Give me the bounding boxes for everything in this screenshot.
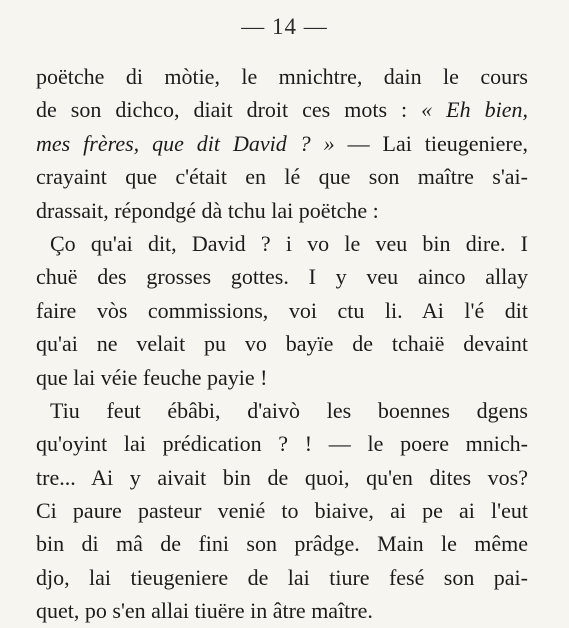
text-run: — Lai tieugeniere, [334, 130, 528, 156]
text-line [36, 294, 528, 327]
text-run: poëtche di mòtie, le mnichtre, dain le cours [36, 64, 528, 89]
text-run: drassait, répondgé dà tchu lai poëtche : [36, 197, 379, 223]
text-run: Ci paure pasteur venié to biaive, ai pe ai l'eut [36, 498, 528, 524]
text-run: faire vòs commissions, voi ctu li. Ai l'é dit [36, 297, 528, 323]
text-line [36, 160, 528, 193]
text-run: qu'ai ne velait pu vo bayïe de tchaië devaint [36, 331, 528, 357]
text-run: djo, lai tieugeniere de lai tiure fesé son pai- [36, 564, 528, 590]
text-run: bin di mâ de fini son prâdge. Main le même [36, 531, 528, 557]
text-line [36, 594, 528, 627]
text-line [36, 260, 528, 293]
text-line [36, 361, 528, 394]
text-line [36, 60, 528, 93]
text-run: crayaint que c'était en lé que son maître s'ai- [36, 164, 528, 190]
text-line [36, 327, 528, 360]
text-line [36, 427, 528, 460]
text-run: quet, po s'en allai tiuëre in âtre maître. [36, 598, 373, 624]
text-line [36, 461, 528, 494]
text-line [36, 194, 528, 227]
text-line [36, 127, 528, 160]
text-run: qu'oyint lai prédication ? ! — le poere mnich- [36, 431, 528, 457]
text-line [36, 394, 528, 427]
text-line [36, 93, 528, 126]
italic-quote: « Eh bien, [421, 97, 528, 123]
text-run: Tiu feut ébâbi, d'aivò les boennes dgens [50, 397, 528, 423]
text-run: que lai véie feuche payie ! [36, 364, 268, 390]
text-run: tre... Ai y aivait bin de quoi, qu'en dites vos? [36, 464, 528, 490]
text-run: de son dichco, diait droit ces mots : [36, 97, 422, 123]
text-line [36, 494, 528, 527]
italic-quote: mes frères, que dit David ? » [36, 130, 335, 156]
text-run: Ço qu'ai dit, David ? i vo le veu bin dire. I [50, 230, 528, 256]
page-number: — 14 — [241, 14, 328, 39]
body-text [36, 60, 528, 628]
text-line [36, 527, 528, 560]
text-run: chuë des grosses gottes. I y veu ainco allay [36, 264, 528, 290]
text-line [36, 561, 528, 594]
text-line [36, 227, 528, 260]
